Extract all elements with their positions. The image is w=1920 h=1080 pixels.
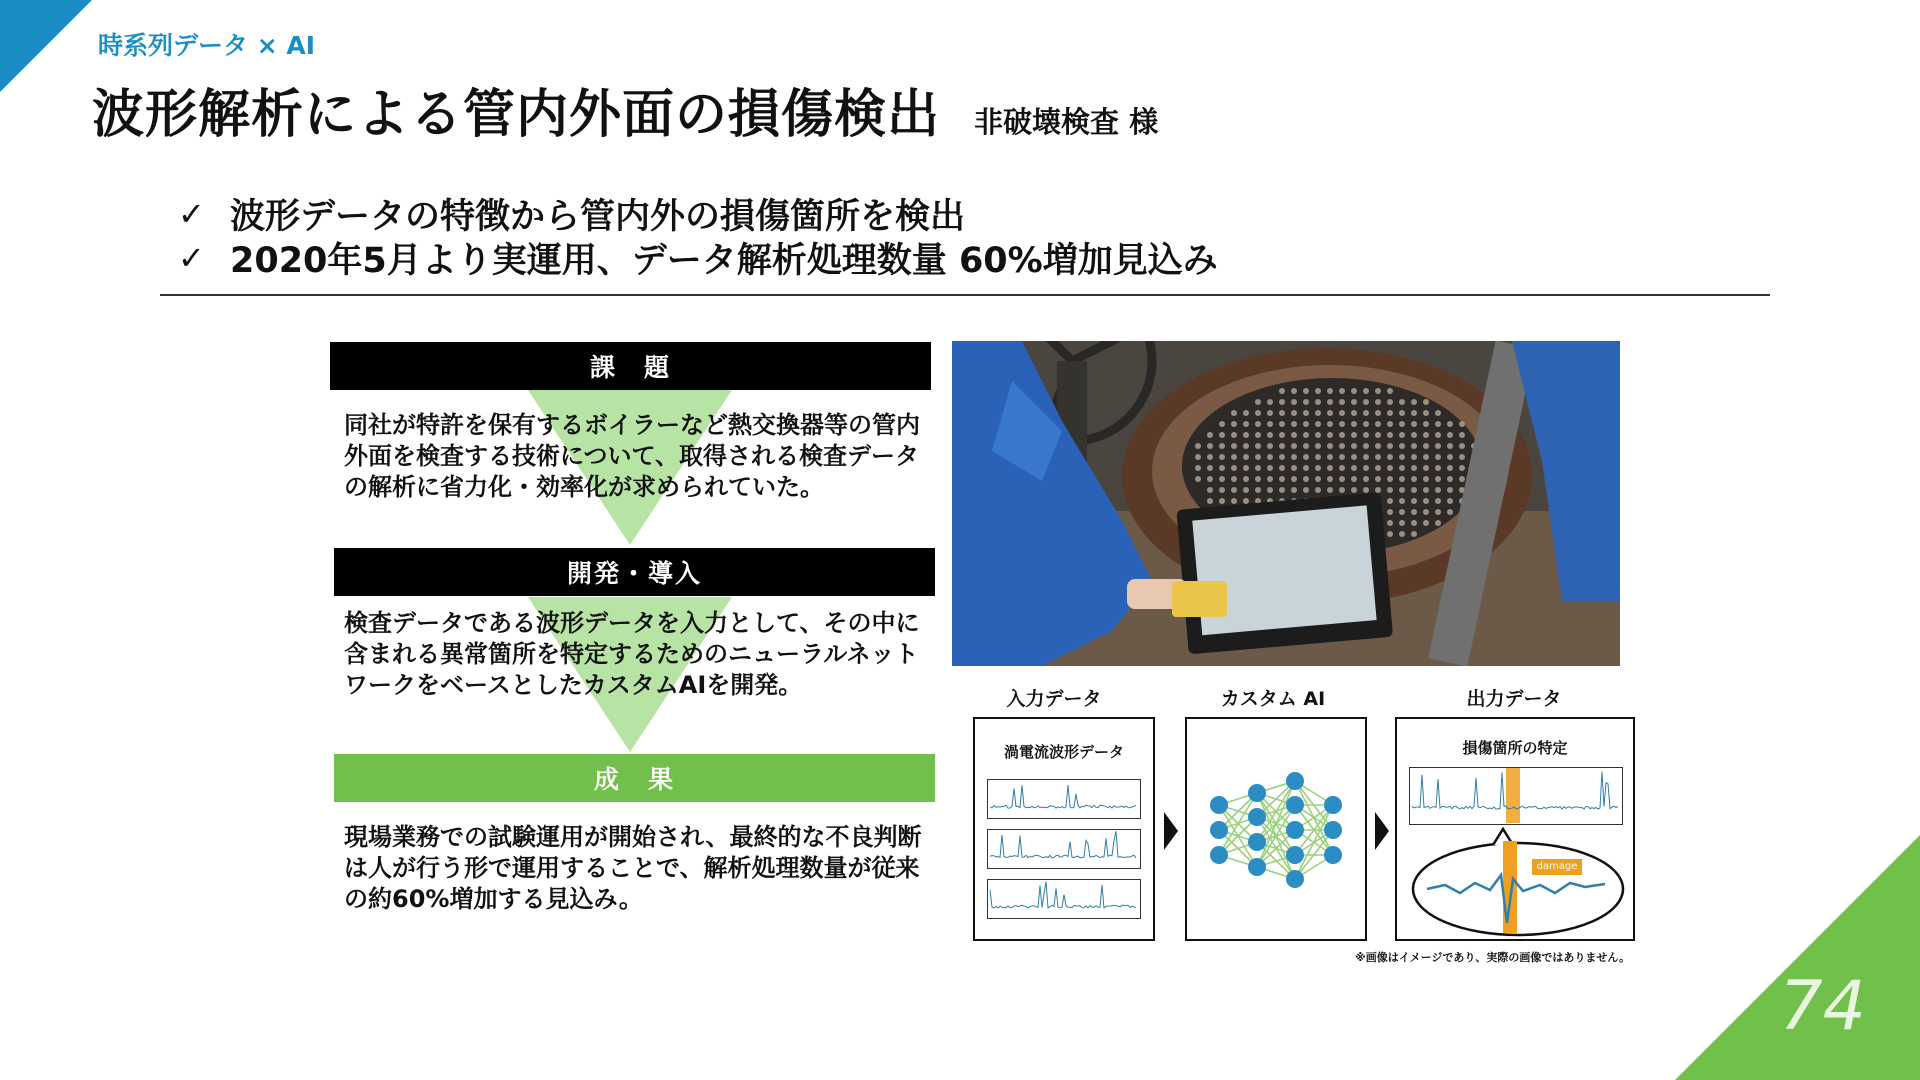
nn-node <box>1324 846 1342 864</box>
zoom-callout <box>1405 827 1630 939</box>
page-title: 波形解析による管内外面の損傷検出 <box>92 85 941 145</box>
nn-node <box>1248 833 1266 851</box>
nn-node <box>1324 796 1342 814</box>
result-text: 現場業務での試験運用が開始され、最終的な不良判断は人が行う形で運用することで、解析処理数量が従来の約60%増加する見込み。 <box>344 823 922 913</box>
nn-node <box>1286 796 1304 814</box>
nn-node <box>1286 772 1304 790</box>
category-label: 時系列データ × AI <box>98 31 316 60</box>
waveform-trace <box>988 780 1139 817</box>
title-row <box>92 72 1158 147</box>
bullet-text: 波形データの特徴から管内外の損傷箇所を検出 <box>230 197 966 237</box>
divider-line <box>160 294 1770 296</box>
dev-text: 検査データである波形データを入力として、その中に含まれる異常箇所を特定するためのニューラルネットワークをベースとしたカスタムAIを開発。 <box>344 609 920 699</box>
waveform-trace <box>988 830 1139 867</box>
corner-accent-blue <box>0 0 92 92</box>
dev-header: 開発・導入 <box>334 548 935 596</box>
neural-network-icon <box>1187 719 1365 939</box>
output-waveform-trace <box>1410 768 1621 823</box>
client-name: 非破壊検査 様 <box>974 105 1159 139</box>
nn-node <box>1248 858 1266 876</box>
input-sublabel: 渦電流波形データ <box>1003 743 1124 761</box>
nn-node <box>1210 846 1228 864</box>
nn-node <box>1248 808 1266 826</box>
inspection-photo-illustration <box>952 341 1620 666</box>
inspection-photo <box>952 341 1620 666</box>
issue-text: 同社が特許を保有するボイラーなど熱交換器等の管内外面を検査する技術について、取得される検査データの解析に省力化・効率化が求められていた。 <box>344 411 920 501</box>
waveform-chart <box>987 829 1141 869</box>
damage-tag: damage <box>1532 859 1582 875</box>
output-sublabel: 損傷箇所の特定 <box>1462 739 1568 757</box>
ai-pipeline-diagram <box>965 680 1645 980</box>
waveform-chart <box>987 879 1141 919</box>
checkmark-icon: ✓ <box>178 239 205 277</box>
nn-node <box>1286 821 1304 839</box>
result-header: 成 果 <box>334 754 935 802</box>
disclaimer-note: ※画像はイメージであり、実際の画像ではありません。 <box>1355 951 1631 964</box>
bullet-text: 2020年5月より実運用、データ解析処理数量 60%増加見込み <box>230 241 1218 281</box>
ai-label: カスタム AI <box>1220 688 1326 710</box>
waveform-chart <box>987 779 1141 819</box>
waveform-trace <box>988 880 1139 917</box>
issue-header: 課 題 <box>330 342 931 390</box>
ai-panel <box>1185 717 1367 941</box>
chevron-right-icon <box>1164 812 1178 850</box>
checkmark-icon: ✓ <box>178 195 205 233</box>
nn-node <box>1210 821 1228 839</box>
output-waveform-chart <box>1409 767 1623 825</box>
process-flow <box>330 342 935 942</box>
chevron-right-icon <box>1375 812 1389 850</box>
nn-node <box>1286 870 1304 888</box>
output-label: 出力データ <box>1466 688 1562 710</box>
bullet-item <box>178 236 1218 280</box>
bullet-list <box>178 192 1218 280</box>
input-label: 入力データ <box>1006 688 1102 710</box>
nn-node <box>1286 846 1304 864</box>
input-panel <box>973 717 1155 941</box>
nn-node <box>1324 821 1342 839</box>
bullet-item <box>178 192 1218 236</box>
output-panel <box>1395 717 1635 941</box>
nn-node <box>1248 784 1266 802</box>
page-number: 74 <box>1779 967 1866 1046</box>
nn-node <box>1210 796 1228 814</box>
